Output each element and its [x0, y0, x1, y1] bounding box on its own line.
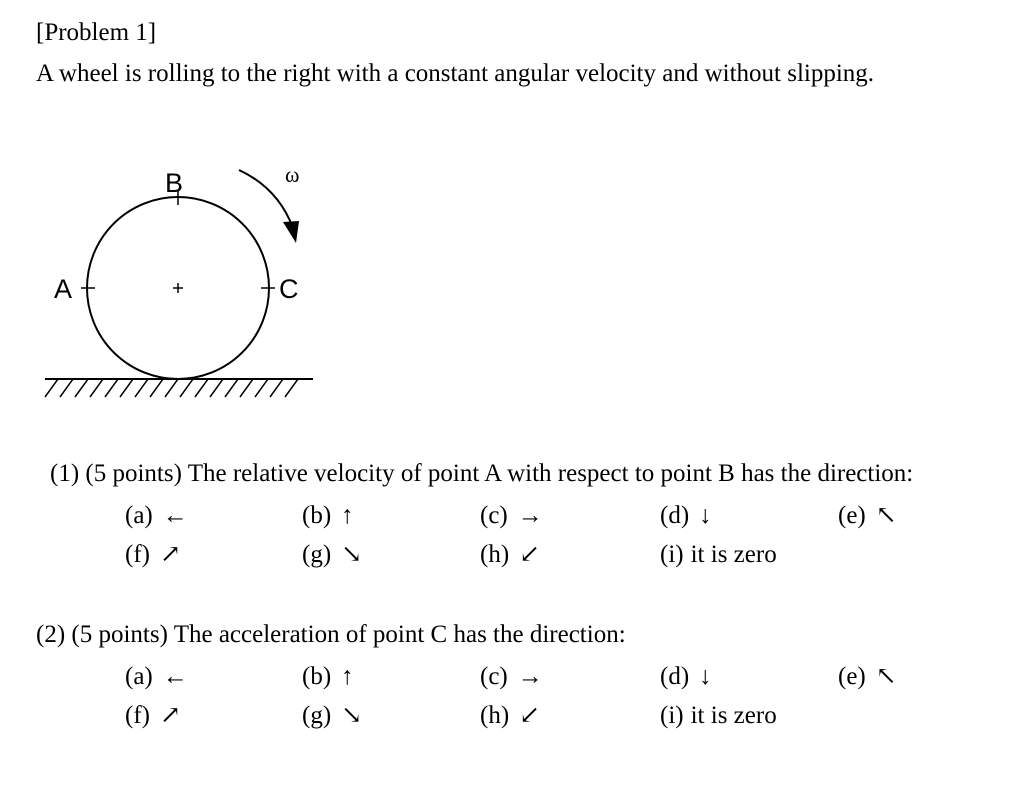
option-label: (a)	[125, 502, 153, 529]
q1-option-b[interactable]	[302, 503, 354, 528]
q2-option-d[interactable]	[660, 664, 712, 689]
omega-arrowhead-icon	[283, 221, 299, 243]
label-c: C	[279, 274, 299, 304]
left-arrow-icon: ←	[162, 663, 188, 690]
down-left-arrow-icon: ↙	[519, 702, 541, 729]
down-right-arrow-icon: ↘	[341, 541, 363, 568]
q2-option-a[interactable]	[125, 664, 188, 689]
q1-option-h[interactable]	[480, 542, 540, 567]
q2-option-b[interactable]	[302, 664, 354, 689]
up-arrow-icon: ↑	[341, 502, 354, 529]
option-text: it is zero	[690, 702, 777, 729]
option-label: (a)	[125, 663, 153, 690]
option-label: (h)	[480, 541, 510, 568]
q1-option-e[interactable]	[838, 503, 897, 528]
option-label: (f)	[125, 702, 150, 729]
option-label: (b)	[302, 502, 332, 529]
q1-option-d[interactable]	[660, 503, 712, 528]
option-label: (d)	[660, 502, 690, 529]
q2-option-c[interactable]	[480, 664, 543, 689]
up-left-arrow-icon: ↖	[875, 663, 897, 690]
q2-option-g[interactable]	[302, 703, 362, 728]
label-b: B	[165, 168, 184, 198]
left-arrow-icon: ←	[162, 502, 188, 529]
option-label: (c)	[480, 663, 508, 690]
q1-option-i[interactable]	[660, 542, 777, 567]
problem-title: [Problem 1]	[36, 19, 157, 46]
option-label: (g)	[302, 702, 332, 729]
up-left-arrow-icon: ↖	[875, 502, 897, 529]
question-2-prompt: (2) (5 points) The acceleration of point C has the direction:	[36, 621, 626, 648]
q2-option-i[interactable]	[660, 703, 777, 728]
problem-statement: A wheel is rolling to the right with a constant angular velocity and without slipping.	[36, 60, 875, 87]
option-label: (i)	[660, 702, 684, 729]
right-arrow-icon: →	[517, 663, 543, 690]
up-right-arrow-icon: ↗	[159, 702, 181, 729]
option-label: (d)	[660, 663, 690, 690]
up-right-arrow-icon: ↗	[159, 541, 181, 568]
option-label: (f)	[125, 541, 150, 568]
q2-option-e[interactable]	[838, 664, 897, 689]
label-a: A	[54, 274, 73, 304]
wheel-diagram	[0, 150, 340, 410]
omega-label: ω	[285, 162, 300, 187]
question-1-prompt: (1) (5 points) The relative velocity of point A with respect to point B has the direction:	[50, 460, 914, 487]
up-arrow-icon: ↑	[341, 663, 354, 690]
option-label: (g)	[302, 541, 332, 568]
down-right-arrow-icon: ↘	[341, 702, 363, 729]
option-label: (e)	[838, 502, 866, 529]
point-ticks	[81, 190, 275, 288]
down-arrow-icon: ↓	[699, 502, 712, 529]
q2-option-f[interactable]	[125, 703, 181, 728]
down-left-arrow-icon: ↙	[519, 541, 541, 568]
center-mark	[173, 283, 183, 293]
option-label: (b)	[302, 663, 332, 690]
q1-option-f[interactable]	[125, 542, 181, 567]
q1-option-c[interactable]	[480, 503, 543, 528]
option-text: it is zero	[690, 541, 777, 568]
q1-option-g[interactable]	[302, 542, 362, 567]
option-label: (c)	[480, 502, 508, 529]
option-label: (h)	[480, 702, 510, 729]
ground-hatch	[45, 379, 298, 397]
down-arrow-icon: ↓	[699, 663, 712, 690]
q1-option-a[interactable]	[125, 503, 188, 528]
right-arrow-icon: →	[517, 502, 543, 529]
option-label: (i)	[660, 541, 684, 568]
option-label: (e)	[838, 663, 866, 690]
q2-option-h[interactable]	[480, 703, 540, 728]
